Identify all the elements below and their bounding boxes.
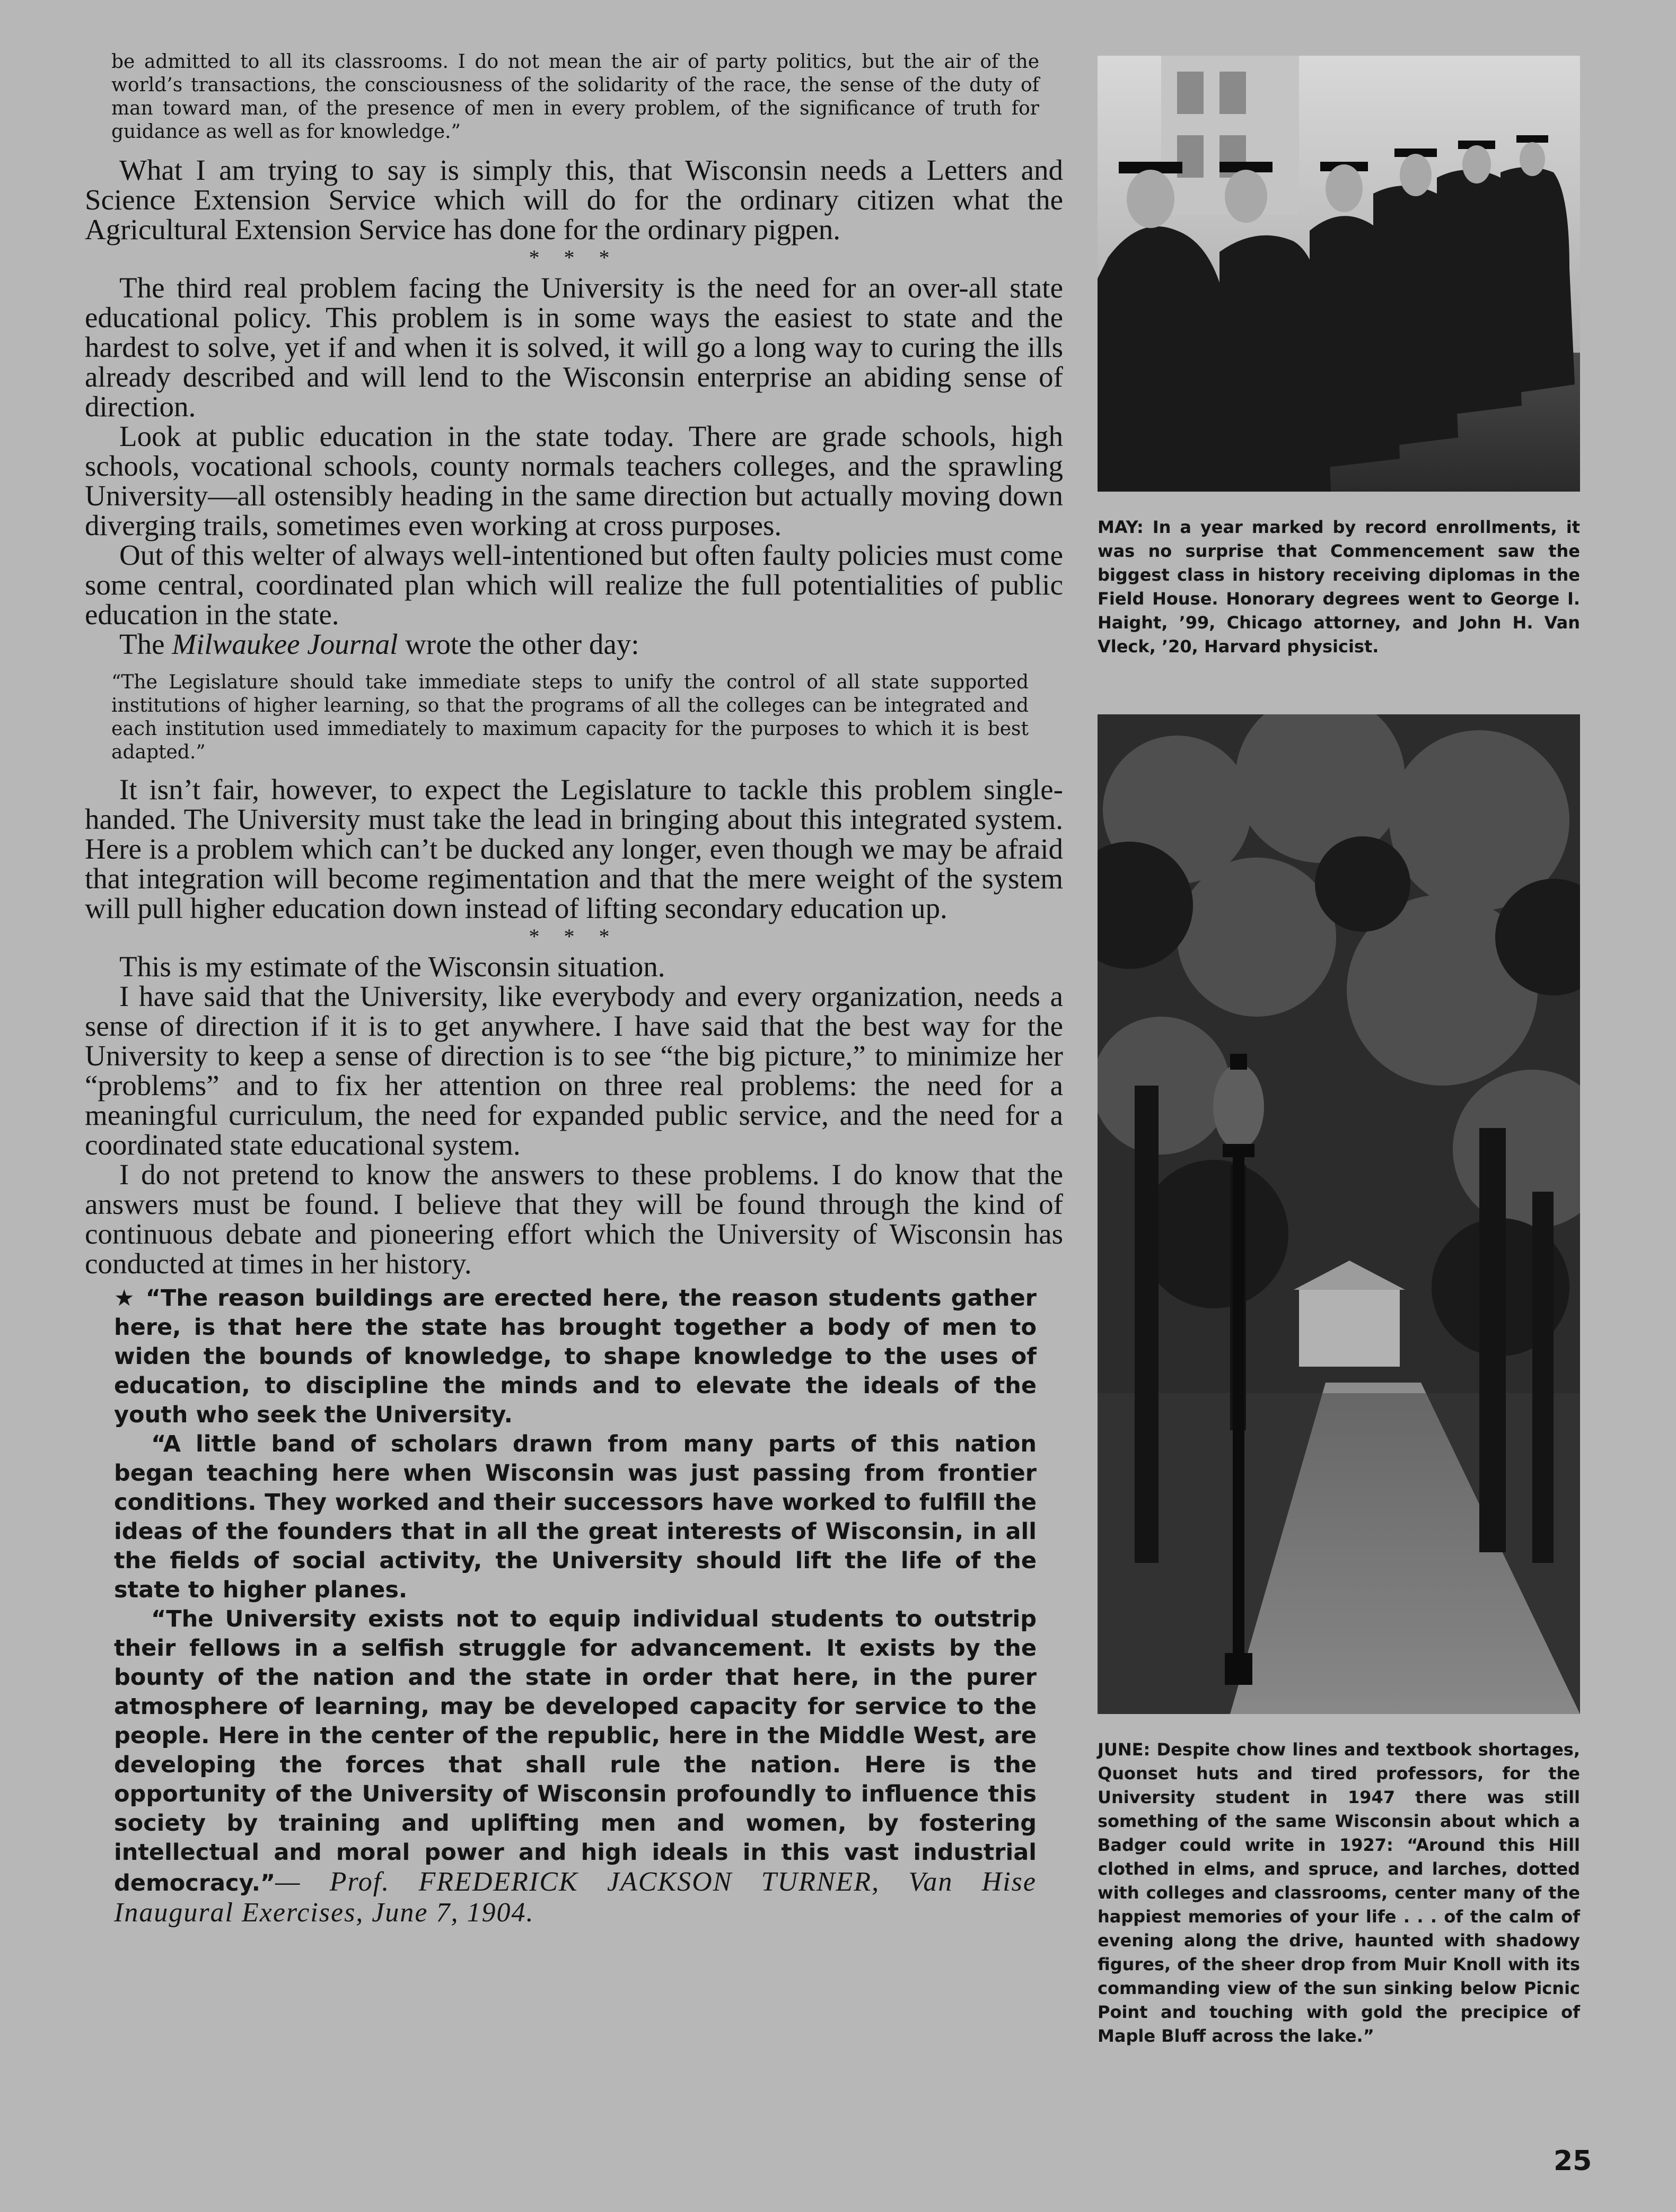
turner-quote-text: “The University exists not to equip individual students to outstrip their fellows in a selfish struggle for advancement. It exists by the bounty of the nation and the state in order that here, in the purer atmosphere of learning, may be developed capacity for service to the people. Here in the center of the republic, here in the Middle West, are developing the forces that shall rule the nation. Here is the opportunity of the University of Wisconsin profoundly to influence this society by training and uplifting men and women, by fostering intellectual and moral power and high ideals in this vast industrial democracy.” xyxy=(114,1606,1037,1896)
paragraph: Look at public education in the state today. There are grade schools, high schools, vocational schools, county normals teachers colleges, and the sprawling University—all ostensibly heading in the same direction but actually moving down diverging trails, sometimes even working at cross purposes. xyxy=(85,420,1063,541)
turner-quote-block xyxy=(114,1284,1037,1929)
publication-name: Milwaukee Journal xyxy=(172,628,398,660)
paragraph-text: The xyxy=(119,628,172,660)
main-column xyxy=(85,50,1063,1929)
paragraph: The third real problem facing the University is the need for an over-all state educational policy. This problem is in some ways the easiest to state and the hardest to solve, yet if and when it is solved, it will go a long way to curing the ills already described and will lend to the Wisconsin enterprise an abiding sense of direction. xyxy=(85,272,1063,423)
sidebar xyxy=(1098,56,1580,2065)
turner-quote-text: “The reason buildings are erected here, the reason students gather here, is that here the state has brought together a body of men to widen the bounds of knowledge, to shape knowledge to the uses of education, to discipline the minds and to elevate the ideals of the youth who seek the University. xyxy=(114,1285,1037,1428)
paragraph: It isn’t fair, however, to expect the Legislature to tackle this problem single-handed. The University must take the lead in bringing about this integrated system. Here is a problem which can’t be ducked any longer, even though we may be afraid that integration will become regimentation and that the mere weight of the system will pull higher education down instead of lifting secondary education up. xyxy=(85,773,1063,924)
section-divider: * * * xyxy=(529,246,619,269)
turner-quote: “A little band of scholars drawn from many parts of this nation began teaching here when Wisconsin was just passing from frontier conditions. They worked and their successors have worked to fulfill the ideas of the founders that in all the great interests of Wisconsin, in all the fields of social activity, the University should lift the life of the state to higher planes. xyxy=(114,1431,1037,1603)
june-caption: JUNE: Despite chow lines and textbook shortages, Quonset huts and tired professors, for the University student in 1947 there was still something of the same Wisconsin about which a Badger could write in 1927: “Around this Hill clothed in elms, and spruce, and larches, dotted with colleges and classrooms, center many of the happiest memories of your life . . . of the calm of evening along the drive, haunted with shadowy figures, of the sheer drop from Muir Knoll with its commanding view of the sun sinking below Picnic Point and touching with gold the precipice of Maple Bluff across the lake.” xyxy=(1098,1739,1580,2046)
commencement-photo xyxy=(1098,56,1580,492)
paragraph: I do not pretend to know the answers to these problems. I do know that the answers must be found. I believe that they will be found through the kind of continuous debate and pioneering effort which the University of Wisconsin has conducted at times in her history. xyxy=(85,1158,1063,1280)
section-divider: * * * xyxy=(529,924,619,948)
campus-walk-photo-image xyxy=(1098,714,1580,1714)
star-icon: ★ xyxy=(114,1285,136,1312)
attribution: — Prof. FREDERICK JACKSON TURNER, Van Hise Inaugural Exercises, June 7, 1904. xyxy=(114,1867,1037,1928)
opening-quote: be admitted to all its classrooms. I do not mean the air of party politics, but the air of the world’s transactions, the consciousness of the solidarity of the race, the sense of the duty of man toward man, of the presence of men in every problem, of the significance of truth for guidance as well as for knowledge.” xyxy=(111,51,1039,143)
page-number: 25 xyxy=(1554,2145,1592,2177)
turner-quote xyxy=(114,1284,1037,1430)
paragraph: What I am trying to say is simply this, that Wisconsin needs a Letters and Science Extension Service which will do for the ordinary citizen what the Agricultural Extension Service has done for the ordinary pigpen. xyxy=(85,154,1063,246)
paragraph: This is my estimate of the Wisconsin situation. xyxy=(119,950,665,983)
paragraph xyxy=(85,629,1063,659)
paragraph: I have said that the University, like everybody and every organization, needs a sense of direction if it is to get anywhere. I have said that the best way for the University to keep a sense of direction is to see “the big picture,” to minimize her “problems” and to fix her attention on three real problems: the need for a meaningful curriculum, the need for expanded public service, and the need for a coordinated state educational system. xyxy=(85,980,1063,1161)
commencement-photo-image xyxy=(1098,56,1580,492)
paragraph: Out of this welter of always well-intentioned but often faulty policies must come some central, coordinated plan which will realize the full potentialities of public education in the state. xyxy=(85,539,1063,631)
may-caption: MAY: In a year marked by record enrollments, it was no surprise that Commencement saw the biggest class in history receiving diplomas in the Field House. Honorary degrees went to George I. Haight, ’99, Chicago attorney, and John H. Van Vleck, ’20, Harvard physicist. xyxy=(1098,517,1580,657)
journal-quote: “The Legislature should take immediate steps to unify the control of all state supported institutions of higher learning, so that the programs of all the colleges can be integrated and each institution used immediately to maximum capacity for the purposes to which it is best adapted.” xyxy=(111,671,1029,763)
paragraph-text: wrote the other day: xyxy=(398,628,639,660)
campus-walk-photo xyxy=(1098,714,1580,1714)
turner-quote xyxy=(114,1605,1037,1929)
